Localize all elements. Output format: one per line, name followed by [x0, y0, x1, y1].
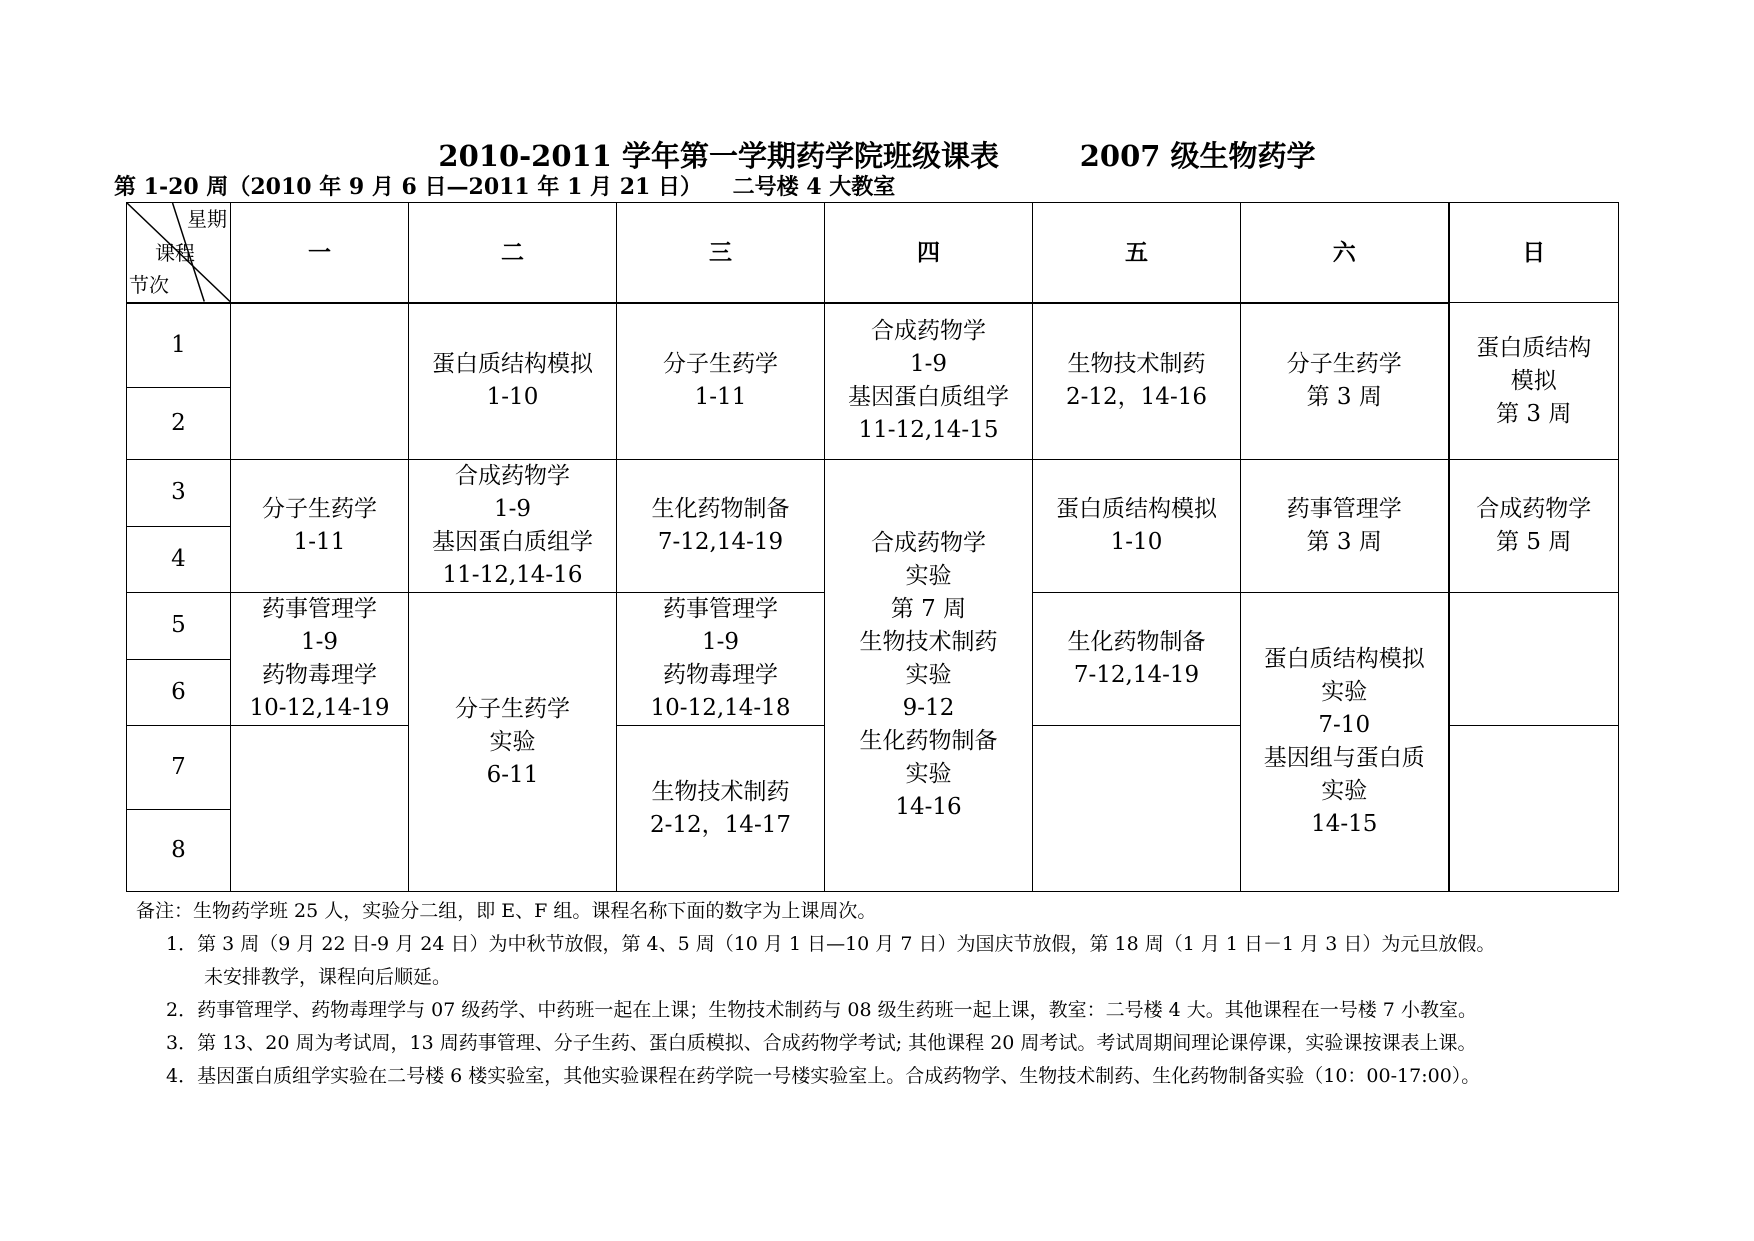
cell-fri-56 — [1033, 593, 1241, 726]
note-2: 2．药事管理学、药物毒理学与 07 级药学、中药班一起在上课；生物技术制药与 08 级生药班一起上课，教室：二号楼 4 大。其他课程在一号楼 7 小教室。 — [166, 999, 1477, 1021]
period-4: 4 — [127, 526, 231, 593]
cell-sun-56 — [1449, 593, 1619, 726]
course-line: 模拟 — [1510, 367, 1557, 394]
cell-sun-34 — [1449, 460, 1619, 593]
note-1: 1．第 3 周（9 月 22 日-9 月 24 日）为中秋节放假，第 4、5 周（10 月 1 日—10 月 7 日）为国庆节放假，第 18 周（1 月 1 日－1 月 3 日）为元旦放假。 — [166, 933, 1496, 955]
period-7: 7 — [127, 726, 231, 810]
course-line: 合成药物学 — [455, 463, 570, 489]
period-1: 1 — [127, 303, 231, 388]
course-line: 药事管理学 — [663, 596, 778, 622]
course-line: 7-10 — [1318, 712, 1371, 738]
period-2: 2 — [127, 388, 231, 460]
cell-tue-34 — [409, 460, 617, 593]
day-header-tue: 二 — [409, 203, 617, 303]
course-line: 第 7 周 — [890, 596, 967, 622]
course-line: 第 5 周 — [1496, 529, 1572, 555]
cell-wed-56 — [617, 593, 825, 726]
course-line: 10-12,14-19 — [249, 695, 390, 721]
course-line: 药事管理学 — [262, 596, 377, 622]
course-line: 生化药物制备 — [859, 728, 998, 754]
course-line: 药物毒理学 — [663, 662, 778, 688]
note-4: 4．基因蛋白质组学实验在二号楼 6 楼实验室，其他实验课程在药学院一号楼实验室上。合成药物学、生物技术制药、生化药物制备实验（10：00-17:00）。 — [166, 1065, 1481, 1087]
course-line: 7-12,14-19 — [657, 529, 784, 555]
corner-label-weekday: 星期 — [187, 207, 227, 231]
course-line: 2-12，14-17 — [650, 811, 791, 838]
course-line: 蛋白质结构模拟 — [432, 351, 593, 378]
note-3: 3．第 13、20 周为考试周，13 周药事管理、分子生药、蛋白质模拟、合成药物学考试; 其他课程 20 周考试。考试周期间理论课停课，实验课按课表上课。 — [166, 1032, 1477, 1054]
course-line: 分子生药学 — [663, 351, 778, 378]
cell-sun-12 — [1449, 303, 1619, 460]
course-line: 1-11 — [293, 529, 346, 555]
cell-fri-78 — [1033, 726, 1241, 892]
cell-sat-12 — [1241, 303, 1449, 460]
period-5: 5 — [127, 593, 231, 660]
cell-tue-58 — [409, 593, 617, 892]
course-line: 1-9 — [909, 351, 948, 378]
course-line: 1-10 — [486, 384, 539, 411]
course-line: 实验 — [905, 662, 952, 688]
course-line: 蛋白质结构 — [1476, 334, 1592, 361]
course-line: 1-11 — [694, 384, 747, 411]
cell-mon-34 — [231, 460, 409, 593]
cell-wed-34 — [617, 460, 825, 593]
course-line: 2-12，14-16 — [1066, 384, 1207, 411]
course-line: 分子生药学 — [455, 695, 570, 722]
course-line: 第 3 周 — [1306, 384, 1382, 411]
course-line: 生化药物制备 — [651, 496, 790, 522]
notes-block — [138, 895, 1495, 1093]
course-line: 药事管理学 — [1286, 496, 1402, 522]
page-title: 2010-2011 学年第一学期药学院班级课表 2007 级生物药学 — [438, 139, 1316, 173]
course-line: 1-9 — [493, 496, 532, 522]
cell-sun-78 — [1449, 726, 1619, 892]
course-line: 基因蛋白质组学 — [432, 529, 593, 555]
course-line: 14-15 — [1311, 811, 1378, 837]
course-line: 第 3 周 — [1496, 400, 1572, 427]
course-line: 1-9 — [300, 629, 339, 655]
course-line: 14-16 — [895, 794, 962, 820]
course-line: 9-12 — [902, 695, 955, 721]
cell-tue-12 — [409, 303, 617, 460]
course-line: 基因组与蛋白质 — [1263, 745, 1425, 771]
course-line: 药物毒理学 — [262, 662, 377, 688]
course-line: 1-10 — [1110, 529, 1163, 555]
day-header-thu: 四 — [825, 203, 1033, 303]
day-header-sat: 六 — [1241, 203, 1449, 303]
cell-sat-58 — [1241, 593, 1449, 892]
note-remark: 备注：生物药学班 25 人，实验分二组，即 E、F 组。课程名称下面的数字为上课周次。 — [136, 900, 877, 922]
course-line: 生物技术制药 — [859, 629, 998, 655]
cell-fri-12 — [1033, 303, 1241, 460]
course-line: 实验 — [905, 761, 952, 787]
schedule-table — [126, 202, 1619, 892]
period-6: 6 — [127, 659, 231, 726]
day-header-fri: 五 — [1033, 203, 1241, 303]
day-header-sun: 日 — [1449, 203, 1619, 303]
cell-thu-38 — [825, 460, 1033, 892]
cell-wed-12 — [617, 303, 825, 460]
corner-label-course: 课程 — [155, 241, 195, 265]
course-line: 蛋白质结构模拟 — [1056, 496, 1217, 522]
cell-fri-34 — [1033, 460, 1241, 593]
course-line: 分子生药学 — [262, 496, 377, 522]
period-3: 3 — [127, 460, 231, 527]
course-line: 生物技术制药 — [1067, 351, 1206, 378]
course-line: 7-12,14-19 — [1073, 662, 1200, 688]
cell-mon-12 — [231, 303, 409, 460]
course-line: 6-11 — [486, 761, 539, 788]
course-line: 生物技术制药 — [651, 778, 790, 805]
course-line: 合成药物学 — [1476, 496, 1592, 522]
course-line: 11-12,14-16 — [442, 562, 583, 588]
day-header-wed: 三 — [617, 203, 825, 303]
course-line: 实验 — [905, 563, 952, 589]
corner-label-period: 节次 — [129, 273, 169, 297]
cell-mon-56 — [231, 593, 409, 726]
cell-thu-12 — [825, 303, 1033, 460]
course-line: 11-12,14-15 — [858, 417, 999, 444]
course-line: 10-12,14-18 — [650, 695, 791, 721]
cell-wed-78 — [617, 726, 825, 892]
note-1-continued: 未安排教学，课程向后顺延。 — [204, 966, 452, 988]
day-header-mon: 一 — [231, 203, 409, 303]
course-line: 分子生药学 — [1286, 351, 1402, 378]
page-subtitle: 第 1-20 周（2010 年 9 月 6 日—2011 年 1 月 21 日） 二号楼 4 大教室 — [114, 174, 896, 200]
course-line: 实验 — [1321, 679, 1368, 705]
corner-header-cell — [127, 203, 231, 303]
course-line: 实验 — [1321, 778, 1368, 804]
cell-sat-34 — [1241, 460, 1449, 593]
course-line: 基因蛋白质组学 — [848, 384, 1009, 411]
course-line: 合成药物学 — [871, 530, 986, 556]
course-line: 第 3 周 — [1306, 529, 1382, 555]
course-line: 合成药物学 — [871, 318, 986, 345]
course-line: 生化药物制备 — [1067, 629, 1206, 655]
course-line: 实验 — [489, 728, 536, 755]
course-line: 1-9 — [701, 629, 740, 655]
course-line: 蛋白质结构模拟 — [1263, 646, 1425, 672]
cell-mon-78 — [231, 726, 409, 892]
period-8: 8 — [127, 810, 231, 892]
